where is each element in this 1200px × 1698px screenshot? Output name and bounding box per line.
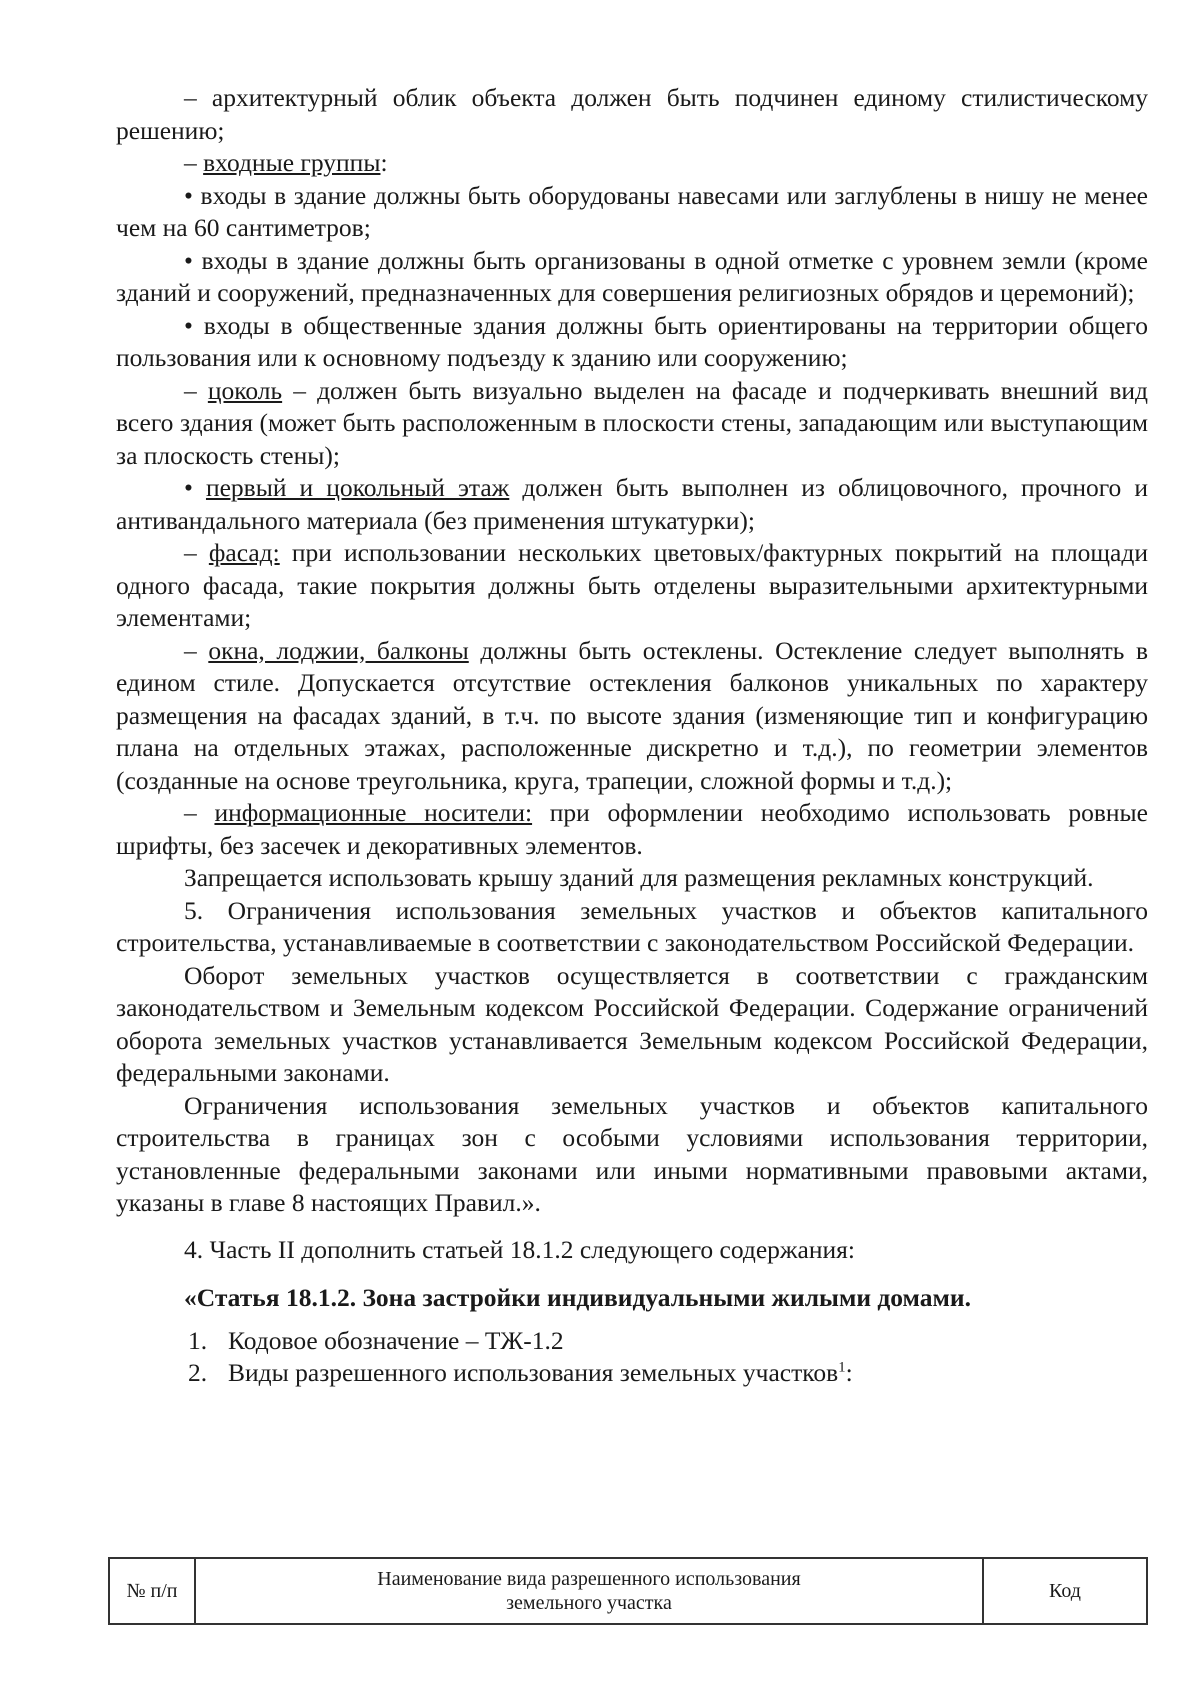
dash: – <box>184 148 204 177</box>
item-text-tail: : <box>845 1358 853 1387</box>
item-text: Виды разрешенного использования земельных участков <box>228 1358 839 1387</box>
text: – должен быть визуально выделен на фасаде и подчеркивать внешний вид всего здания (может быть расположенным в плоскости стены, западающим или выступающим за плоскость стены); <box>116 375 1148 470</box>
underlined-term-first-floor: первый и цокольный этаж <box>205 473 510 502</box>
dash: – <box>184 375 208 405</box>
text: при оформлении необходимо использовать ровные шрифты, без засечек и декоративных элементов. <box>116 798 1148 860</box>
paragraph-facade <box>116 537 1148 635</box>
paragraph-section-5: 5. Ограничения использования земельных участков и объектов капитального строительства, устанавливаемые в соответствии с законодательством Российской Федерации. <box>116 895 1148 957</box>
paragraph-restrictions: Ограничения использования земельных участков и объектов капитального строительства в границах зон с особыми условиями использования территории, установленные федеральными законами или иными нормативными правовыми актами, указаны в главе 8 настоящих Правил.». <box>116 1090 1148 1217</box>
numbered-item-2 <box>116 1357 1148 1390</box>
paragraph-land-turnover: Оборот земельных участков осуществляется в соответствии с гражданским законодательством и Земельным кодексом Российской Федерации. Содержание ограничений оборота земельных участков устанавливается Земельным кодексом Российской Федерации, федеральными законами. <box>116 960 1148 1087</box>
bullet-entrance-ground-level: • входы в здание должны быть организованы в одной отметке с уровнем земли (кроме зданий и сооружений, предназначенных для совершения религиозных обрядов и церемоний); <box>116 245 1148 307</box>
paragraph-architectural-look: – архитектурный облик объекта должен быть подчинен единому стилистическому решению; <box>116 83 1148 145</box>
text: при использовании нескольких цветовых/фактурных покрытий на площади одного фасада, такие покрытия должны быть отделены выразительными архитектурными элементами; <box>116 538 1148 632</box>
item-number: 2. <box>188 1358 208 1387</box>
header-number: № п/п <box>109 1558 195 1624</box>
bullet-entrance-canopies: • входы в здание должны быть оборудованы навесами или заглублены в нишу не менее чем на 60 сантиметров; <box>116 180 1148 242</box>
text: должны быть остеклены. Остекление следует выполнять в едином стиле. Допускается отсутствие остекления балконов уникальных по характеру размещения на фасадах зданий, в т.ч. по высоте здания (изменяющие тип и конфигурацию плана на отдельных этажах, расположенные дискретно и т.д.), по геометрии элементов (созданные на основе треугольника, круга, трапеции, сложной формы и т.д.); <box>116 635 1149 795</box>
footnote-marker: 1 <box>838 1359 846 1376</box>
numbered-item-1 <box>116 1325 1148 1358</box>
dash: – <box>184 798 215 827</box>
underlined-term-facade: фасад: <box>208 538 280 567</box>
header-use-name-line1: Наименование вида разрешенного использования <box>377 1568 801 1590</box>
paragraph-information-carriers <box>116 797 1148 862</box>
paragraph-plinth <box>116 375 1148 473</box>
underlined-term-entrance-groups: входные группы <box>203 148 381 177</box>
article-heading: «Статья 18.1.2. Зона застройки индивидуальными жилыми домами. <box>184 1283 971 1312</box>
underlined-term-plinth: цоколь <box>207 375 283 405</box>
table-header-row <box>109 1558 1147 1624</box>
item-text: Кодовое обозначение – ТЖ-1.2 <box>228 1325 564 1355</box>
dash: – <box>184 635 209 665</box>
text: должен быть выполнен из облицовочного, прочного и антивандального материала (без применения штукатурки); <box>116 473 1148 535</box>
bullet: • <box>184 473 206 502</box>
header-code: Код <box>983 1558 1147 1624</box>
header-use-name-line2: земельного участка <box>506 1592 672 1614</box>
paragraph-roof-ads: Запрещается использовать крышу зданий для размещения рекламных конструкций. <box>184 863 1094 892</box>
paragraph-windows <box>116 635 1148 798</box>
header-use-name <box>195 1558 983 1624</box>
underlined-term-windows: окна, лоджии, балконы <box>208 635 469 665</box>
bullet-first-floor <box>116 472 1148 537</box>
dash: – <box>184 538 209 567</box>
text: : <box>380 148 388 177</box>
underlined-term-information-carriers: информационные носители: <box>214 798 533 827</box>
item-number: 1. <box>188 1325 208 1355</box>
permitted-use-table <box>108 1557 1148 1625</box>
document-body <box>116 82 1148 1390</box>
paragraph-part-ii: 4. Часть II дополнить статьей 18.1.2 следующего содержания: <box>184 1234 855 1264</box>
bullet-entrance-public-buildings: • входы в общественные здания должны быть ориентированы на территории общего пользования или к основному подъезду к зданию или сооружению; <box>116 310 1148 372</box>
paragraph-entrance-groups <box>116 147 1148 180</box>
item-text-wrap <box>228 1357 853 1390</box>
